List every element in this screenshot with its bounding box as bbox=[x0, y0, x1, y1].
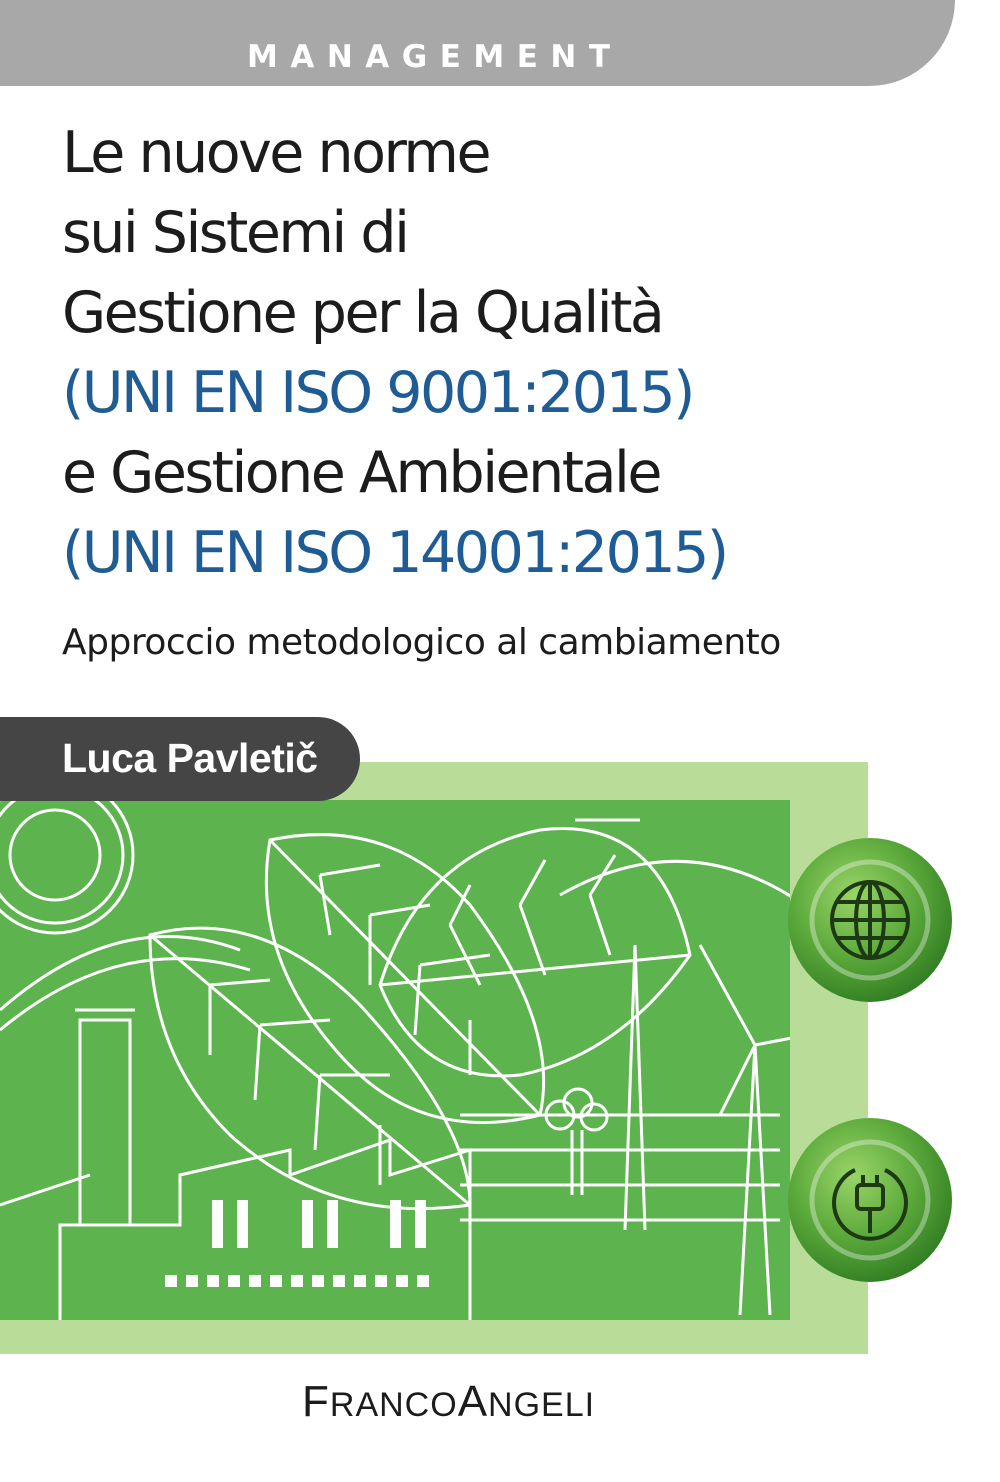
book-subtitle: Approccio metodologico al cambiamento bbox=[62, 622, 781, 663]
title-standard-line: (UNI EN ISO 9001:2015) bbox=[62, 360, 693, 426]
publisher-logo bbox=[302, 1377, 596, 1426]
title-line: Gestione per la Qualità bbox=[62, 280, 663, 346]
title-line: e Gestione Ambientale bbox=[62, 440, 660, 506]
title-standard-line: (UNI EN ISO 14001:2015) bbox=[62, 520, 727, 586]
globe-icon bbox=[832, 882, 908, 958]
publisher-logo-part: NGELI bbox=[488, 1386, 596, 1424]
author-name: Luca Pavletič bbox=[62, 735, 318, 781]
publisher-logo-part: RANCO bbox=[329, 1386, 458, 1424]
globe-badge bbox=[788, 838, 952, 1002]
plug-badge bbox=[788, 1118, 952, 1282]
title-line: sui Sistemi di bbox=[62, 200, 408, 266]
series-label: MANAGEMENT bbox=[247, 39, 623, 75]
publisher-logo-part: A bbox=[457, 1377, 489, 1426]
author-tab bbox=[0, 717, 360, 801]
cover-illustration bbox=[0, 755, 1000, 1355]
series-band bbox=[0, 0, 955, 86]
book-title bbox=[62, 113, 962, 593]
publisher-logo-part: F bbox=[302, 1377, 330, 1426]
title-line: Le nuove norme bbox=[62, 120, 490, 186]
